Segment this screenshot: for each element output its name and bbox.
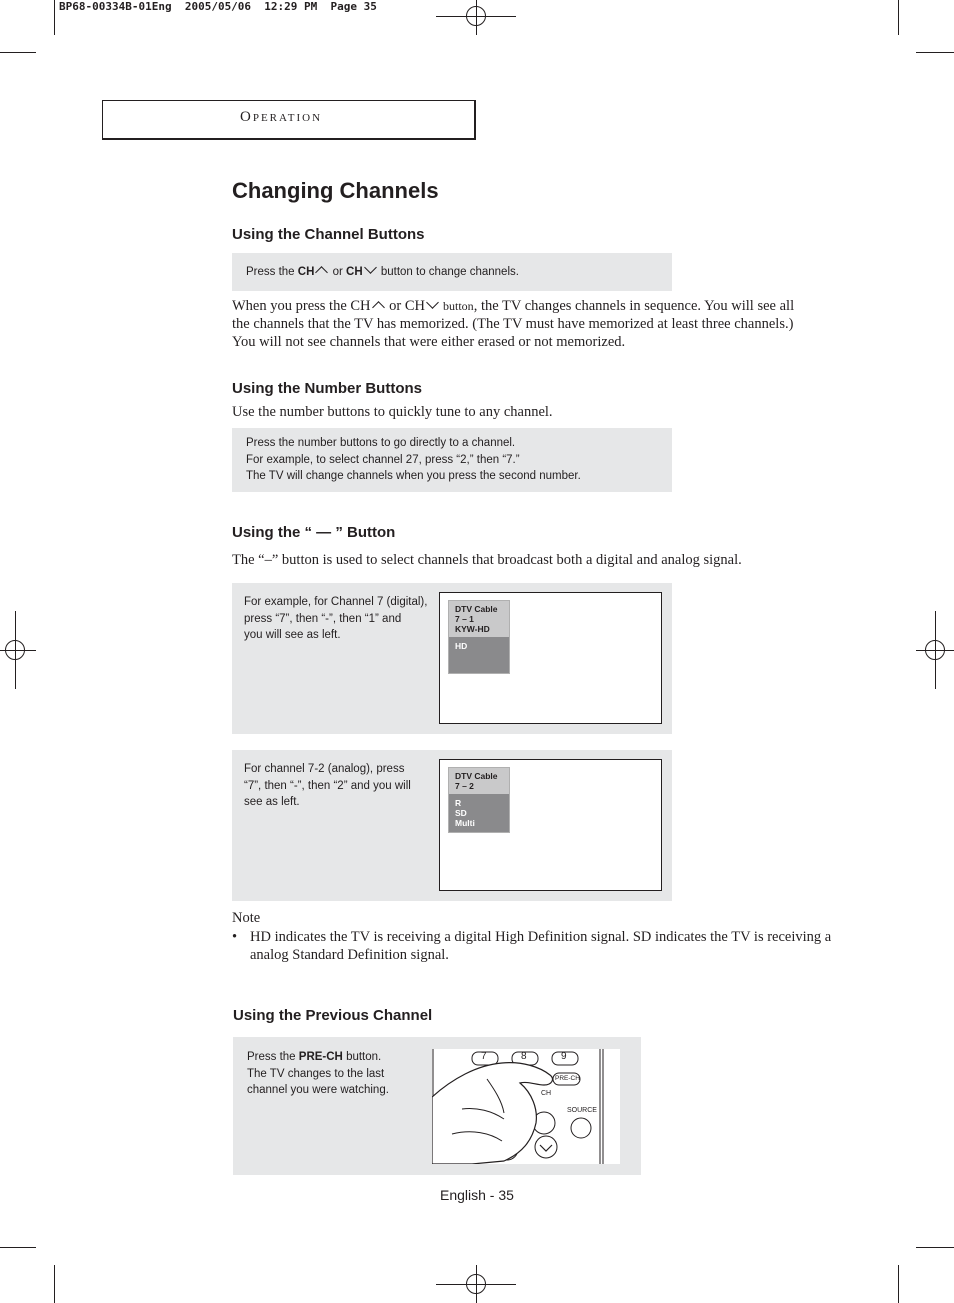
example-line: “7”, then “-”, then “2” and you will <box>244 779 411 792</box>
number-buttons-instruction <box>246 435 581 485</box>
osd-line: Multi <box>455 818 475 828</box>
prech-key-label: PRE-CH <box>298 1051 343 1063</box>
instruction-text: or <box>329 266 347 278</box>
section-label: Operation <box>240 109 323 125</box>
note-line: HD indicates the TV is receiving a digital High Definition signal. SD indicates the TV is receiving a <box>250 929 832 945</box>
remote-illustration <box>432 1049 620 1164</box>
crop-mark <box>898 1265 899 1303</box>
osd-header <box>449 601 509 637</box>
remote-key-7-label: 7 <box>481 1051 487 1062</box>
instruction-text: Press the <box>247 1051 299 1063</box>
note-label: Note <box>232 910 261 926</box>
heading-number-buttons: Using the Number Buttons <box>232 380 422 397</box>
ch-up-key: CH <box>297 266 315 278</box>
remote-key-8-label: 8 <box>521 1051 527 1062</box>
ch-down-button <box>535 1136 557 1158</box>
note-text <box>250 928 831 964</box>
body-line: You will not see channels that were either erased or not memorized. <box>232 334 626 350</box>
osd-line: 7 – 1 <box>455 614 474 624</box>
osd-header <box>449 768 509 794</box>
instruction-line: The TV changes to the last <box>247 1067 385 1080</box>
body-text: button <box>440 299 474 313</box>
osd-line: HD <box>455 641 468 651</box>
crop-mark <box>54 0 55 35</box>
osd-line: DTV Cable <box>455 771 498 781</box>
example-line: see as left. <box>244 796 300 808</box>
example-line: press “7”, then “-”, then “1” and <box>244 612 402 625</box>
crop-mark <box>0 52 36 53</box>
body-text: , the TV changes channels in sequence. You will see all <box>473 298 795 314</box>
prech-button-label: PRE-CH <box>555 1075 580 1082</box>
print-slug: BP68-00334B-01Eng 2005/05/06 12:29 PM Page 35 <box>59 0 377 13</box>
body-text: When you press the CH <box>232 298 371 314</box>
remote-key-9-label: 9 <box>561 1051 567 1062</box>
example-line: For example, for Channel 7 (digital), <box>244 596 428 608</box>
note-bullet: • <box>232 929 238 945</box>
body-text: or CH <box>385 298 426 314</box>
instruction-line: For example, to select channel 27, press “2,” then “7.” <box>246 453 520 466</box>
crop-mark <box>916 1247 954 1248</box>
hand-drawing <box>432 1063 552 1164</box>
channel-info-osd <box>448 600 510 674</box>
instruction-line: Press the number buttons to go directly to a channel. <box>246 437 516 449</box>
example-line: you will see as left. <box>244 629 341 641</box>
osd-line: 7 – 2 <box>455 781 474 791</box>
heading-previous-channel: Using the Previous Channel <box>233 1007 433 1024</box>
crop-mark <box>54 1265 55 1303</box>
instruction-line <box>247 1049 389 1066</box>
heading-channel-buttons: Using the Channel Buttons <box>232 226 425 243</box>
registration-mark <box>466 6 486 26</box>
page-number: English - 35 <box>440 1187 514 1203</box>
instruction-text: button. <box>342 1051 382 1063</box>
chevron-down-icon <box>364 261 377 274</box>
osd-signal <box>449 794 509 832</box>
instruction-line: The TV will change channels when you press the second number. <box>246 470 581 482</box>
instruction-text: button to change channels. <box>377 266 519 278</box>
number-buttons-intro: Use the number buttons to quickly tune to any channel. <box>232 404 553 420</box>
source-button <box>571 1118 591 1138</box>
note-line: analog Standard Definition signal. <box>250 947 449 963</box>
chevron-down-icon <box>426 296 439 309</box>
channel-buttons-instruction <box>246 263 519 281</box>
tv-screen-digital <box>439 592 662 724</box>
page-title: Changing Channels <box>232 178 439 203</box>
crop-mark <box>916 52 954 53</box>
digital-example-text <box>244 594 427 644</box>
osd-line: DTV Cable <box>455 604 498 614</box>
instruction-line: channel you were watching. <box>247 1084 389 1096</box>
instruction-text: Press the <box>246 266 298 278</box>
crop-mark <box>0 1247 36 1248</box>
chevron-up-icon <box>372 301 385 314</box>
registration-mark <box>466 1274 486 1294</box>
channel-buttons-body <box>232 297 852 351</box>
example-line: For channel 7-2 (analog), press <box>244 763 405 775</box>
previous-channel-instruction <box>247 1049 389 1099</box>
dash-button-intro: The “–” button is used to select channels that broadcast both a digital and analog signal. <box>232 552 742 568</box>
ch-down-key: CH <box>346 266 363 278</box>
crop-mark <box>898 0 899 35</box>
source-label: SOURCE <box>567 1107 597 1114</box>
osd-line: KYW-HD <box>455 624 490 634</box>
osd-signal <box>449 637 509 673</box>
osd-line: R <box>455 798 462 808</box>
osd-line: SD <box>455 808 467 818</box>
registration-mark <box>5 640 25 660</box>
heading-dash-button: Using the “ — ” Button <box>232 524 396 541</box>
channel-info-osd <box>448 767 510 833</box>
ch-label: CH <box>541 1090 552 1097</box>
tv-screen-analog <box>439 759 662 891</box>
registration-mark <box>925 640 945 660</box>
body-line <box>232 297 852 315</box>
analog-example-text <box>244 761 411 811</box>
chevron-up-icon <box>316 266 329 279</box>
body-line: the channels that the TV has memorized. (The TV must have memorized at least three channels.) <box>232 316 794 332</box>
